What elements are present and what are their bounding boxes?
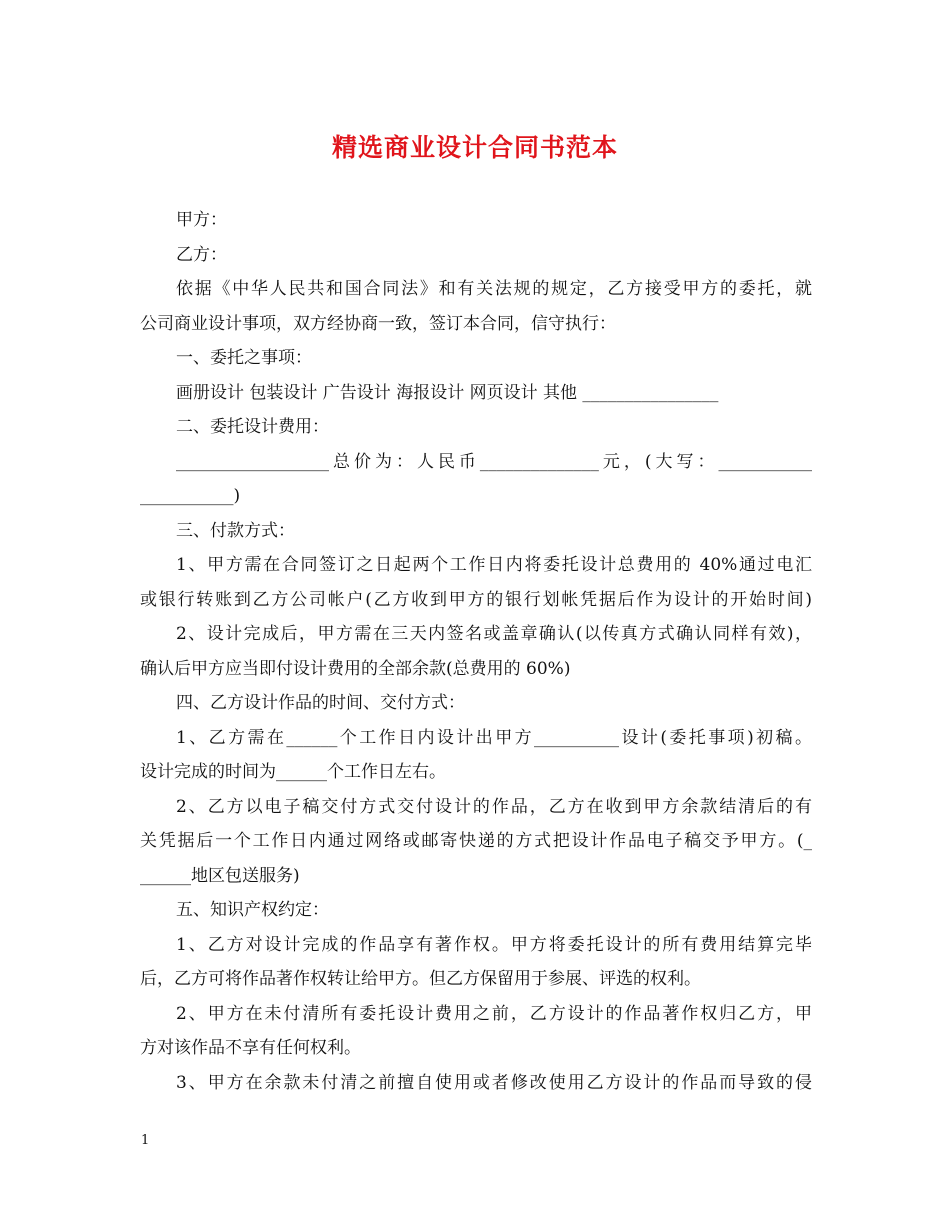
- body-line: 二、委托设计费用：: [176, 417, 329, 437]
- body-line: 1、乙方对设计完成的作品享有著作权。甲方将委托设计的所有费用结算完毕: [176, 934, 812, 955]
- body-line: 2、乙方以电子稿交付方式交付设计的作品，乙方在收到甲方余款结清后的有: [176, 796, 812, 817]
- body-line: 关凭据后一个工作日内通过网络或邮寄快递的方式把设计作品电子稿交予甲方。(_: [140, 831, 812, 851]
- body-line: 2、设计完成后，甲方需在三天内签名或盖章确认(以传真方式确认同样有效)，: [176, 624, 812, 644]
- body-line: __________________总价为：人民币______________元，(大写：___________: [176, 451, 812, 472]
- body-line: 公司商业设计事项，双方经协商一致，签订本合同，信守执行：: [140, 313, 616, 334]
- body-line: 确认后甲方应当即付设计费用的全部余款(总费用的 60%): [140, 658, 571, 679]
- body-line: 画册设计 包装设计 广告设计 海报设计 网页设计 其他 ________________: [176, 382, 719, 403]
- body-line: 方对该作品不享有任何权利。: [140, 1038, 361, 1058]
- document-title: 精选商业设计合同书范本: [331, 133, 618, 162]
- body-line: 1、乙方需在______个工作日内设计出甲方__________设计(委托事项)初稿。: [176, 727, 812, 748]
- body-line: 或银行转账到乙方公司帐户(乙方收到甲方的银行划帐凭据后作为设计的开始时间): [140, 589, 812, 610]
- body-line: 乙方：: [176, 244, 227, 265]
- document-body: [140, 203, 812, 1100]
- body-line: 一、委托之事项：: [176, 348, 312, 368]
- body-line: ___________): [140, 486, 241, 506]
- body-line: 3、甲方在余款未付清之前擅自使用或者修改使用乙方设计的作品而导致的侵: [176, 1072, 812, 1093]
- body-line: 甲方：: [176, 210, 227, 230]
- body-line: 1、甲方需在合同签订之日起两个工作日内将委托设计总费用的 40%通过电汇: [176, 555, 812, 575]
- page-number: 1: [141, 1133, 150, 1148]
- body-line: 依据《中华人民共和国合同法》和有关法规的规定，乙方接受甲方的委托，就: [176, 279, 812, 299]
- body-line: 设计完成的时间为______个工作日左右。: [140, 762, 446, 782]
- body-line: 三、付款方式：: [176, 520, 295, 541]
- body-line: 后，乙方可将作品著作权转让给甲方。但乙方保留用于参展、评选的权利。: [140, 969, 701, 989]
- body-line: 四、乙方设计作品的时间、交付方式：: [176, 693, 465, 713]
- body-line: ______地区包送服务): [140, 865, 300, 886]
- body-line: 五、知识产权约定：: [176, 900, 329, 920]
- body-line: 2、甲方在未付清所有委托设计费用之前，乙方设计的作品著作权归乙方，甲: [176, 1003, 812, 1024]
